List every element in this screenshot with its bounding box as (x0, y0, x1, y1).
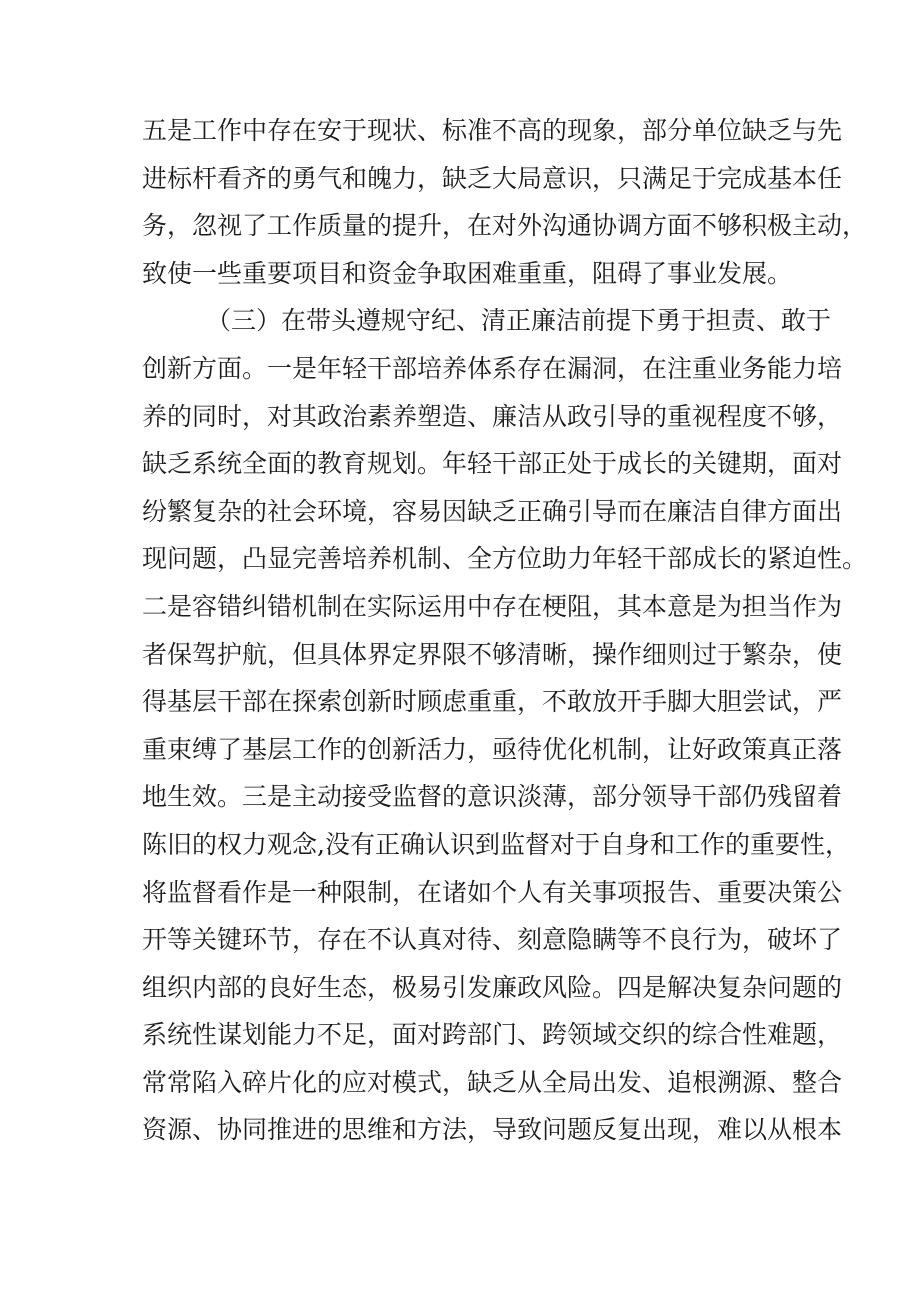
text-line: 五是工作中存在安于现状、标准不高的现象，部分单位缺乏与先 (142, 116, 843, 145)
text-line: 陈旧的权力观念,没有正确认识到监督对于自身和工作的重要性， (142, 829, 850, 859)
text-line: 资源、协同推进的思维和方法，导致问题反复出现，难以从根本 (142, 1115, 843, 1145)
text-line: 进标杆看齐的勇气和魄力，缺乏大局意识，只满足于完成基本任 (142, 163, 843, 193)
text-line: 开等关键环节，存在不认真对待、刻意隐瞒等不良行为，破坏了 (142, 925, 843, 955)
text-line: 地生效。三是主动接受监督的意识淡薄，部分领导干部仍残留着 (142, 782, 843, 812)
text-line: 纷繁复杂的社会环境，容易因缺乏正确引导而在廉洁自律方面出 (142, 496, 843, 526)
text-line: 务，忽视了工作质量的提升，在对外沟通协调方面不够积极主动， (142, 211, 868, 241)
text-line: 得基层干部在探索创新时顾虑重重，不敢放开手脚大胆尝试，严 (142, 687, 843, 717)
text-line: 创新方面。一是年轻干部培养体系存在漏洞，在注重业务能力培 (142, 353, 843, 383)
text-line: 二是容错纠错机制在实际运用中存在梗阻，其本意是为担当作为 (142, 591, 843, 621)
text-line: 者保驾护航，但具体界定界限不够清晰，操作细则过于繁杂，使 (142, 639, 843, 669)
text-line: 常常陷入碎片化的应对模式，缺乏从全局出发、追根溯源、整合 (142, 1067, 843, 1097)
text-line: 重束缚了基层工作的创新活力，亟待优化机制，让好政策真正落 (142, 734, 843, 764)
text-line: 现问题，凸显完善培养机制、全方位助力年轻干部成长的紧迫性。 (142, 544, 868, 574)
text-line: 系统性谋划能力不足，面对跨部门、跨领域交织的综合性难题， (142, 1020, 843, 1050)
body-text (142, 107, 868, 1154)
text-line: 养的同时，对其政治素养塑造、廉洁从政引导的重视程度不够， (142, 401, 843, 431)
text-line: 将监督看作是一种限制，在诸如个人有关事项报告、重要决策公 (142, 877, 843, 907)
text-line: 致使一些重要项目和资金争取困难重重，阻碍了事业发展。 (142, 258, 793, 288)
section-heading-line: （三）在带头遵规守纪、清正廉洁前提下勇于担责、敢于 (206, 306, 832, 336)
text-line: 缺乏系统全面的教育规划。年轻干部正处于成长的关键期，面对 (142, 449, 843, 479)
text-line: 组织内部的良好生态，极易引发廉政风险。四是解决复杂问题的 (142, 972, 843, 1002)
